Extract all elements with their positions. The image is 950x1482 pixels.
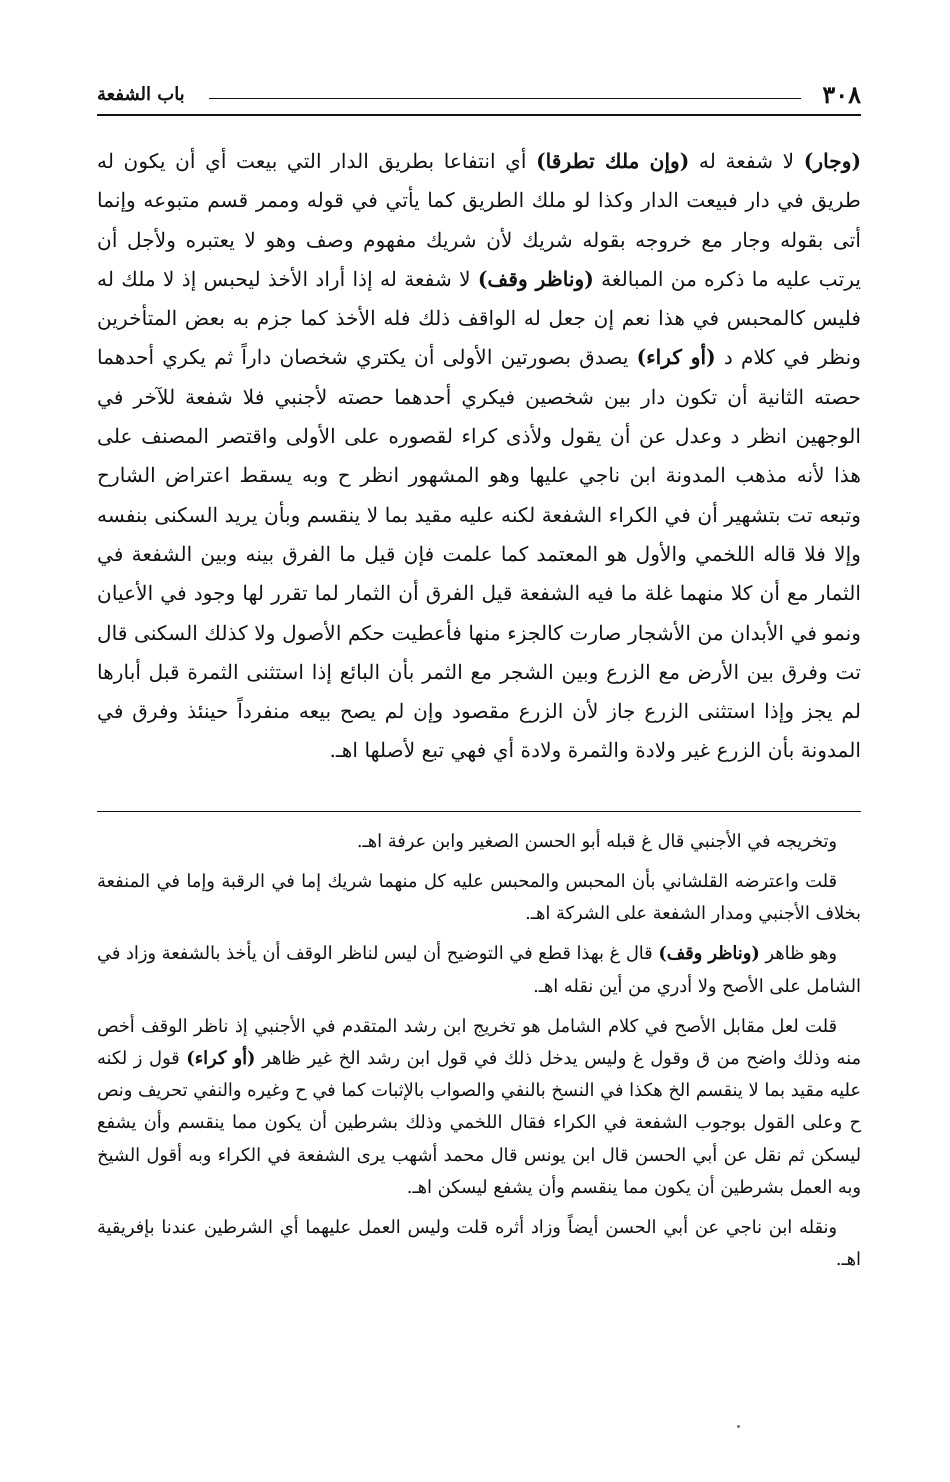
page-header: [97, 80, 861, 116]
lemma: (وإن ملك تطرقا): [536, 149, 690, 173]
main-text: [97, 142, 861, 771]
footnote-paragraph: [97, 1011, 861, 1204]
lemma: (وناظر وقف): [658, 943, 760, 965]
book-page: [97, 80, 861, 1284]
lemma: (وناظر وقف): [477, 266, 594, 291]
text-span: قلت لعل مقابل الأصح في كلام الشامل هو تخريج ابن رشد المتقدم في الأجنبي إذ ناظر الوقف أخص منه وذلك واضح من ق وقول غ وليس يدخل ذلك في قول ابن رشد الخ غير ظاهر: [97, 1015, 861, 1069]
page-number: ٣٠٨: [822, 80, 861, 109]
lemma: (أو كراء): [186, 1047, 256, 1069]
text-span: وهو ظاهر: [759, 943, 837, 965]
footnote-paragraph: [97, 938, 861, 1002]
scan-speck: [737, 1425, 740, 1428]
footnotes: [97, 826, 861, 1277]
footnote-paragraph: وتخريجه في الأجنبي قال غ قبله أبو الحسن الصغير وابن عرفة اهـ.: [356, 830, 837, 852]
text-span: قول ز لكنه عليه مقيد بما لا ينقسم الخ هكذا في النسخ بالنفي والصواب بالإثبات كما في ح وغيره والنفي تحريف ونص ح وعلى القول بوجوب الشفعة في الكراء فقال اللخمي وذلك بشرطين أن يكون مما ينقسم وأن يشفع ليسكن ثم نقل عن أبي الحسن قال ابن يونس قال محمد أشهب يرى الشفعة في الكراء وبه أقول الشيخ وبه العمل بشرطين أن يكون مما ينقسم وأن يشفع ليسكن اهـ.: [97, 1047, 861, 1198]
footnote-paragraph: قلت واعترضه القلشاني بأن المحبس والمحبس عليه كل منهما شريك إما في الرقبة وإما في المنفعة بخلاف الأجنبي ومدار الشفعة على الشركة اهـ.: [97, 870, 861, 925]
text-span: لا شفعة له: [689, 149, 804, 173]
text-span: يصدق بصورتين الأولى أن يكتري شخصان داراً ثم يكري أحدهما حصته الثانية أن تكون دار بين شخصين فيكري أحدهما حصته لأجنبي فلا شفعة للآخر في الوجهين انظر د وعدل عن أن يقول ولأذى كراء لقصوره على الأولى واقتصر المصنف على هذا لأنه مذهب المدونة ابن ناجي عليها وهو المشهور انظر ح وبه يسقط اعتراض الشارح وتبعه تت بتشهير أن في الكراء الشفعة لكنه عليه مقيد بما لا ينقسم وبأن يريد السكنى بنفسه وإلا فلا قاله اللخمي والأول هو المعتمد كما علمت فإن قيل ما الفرق بينه وبين الشفعة في الثمار مع أن كلا منهما غلة ما فيه الشفعة قيل الفرق أن الثمار لما تقرر لها وجود في الأعيان ونمو في الأبدان من الأشجار صارت كالجزء منها فأعطيت حكم الأصول ولا كذلك السكنى قال تت وفرق بين الأرض مع الزرع وبين الشجر مع الثمر بأن البائع إذا استثنى الثمرة قبل أبارها لم يجز وإذا استثنى الزرع جاز لأن الزرع مقصود وإن لم يصح بيعه منفرداً حينئذ وفرق في المدونة بأن الزرع غير ولادة والثمرة ولادة أي فهي تبع لأصلها اهـ.: [97, 345, 861, 763]
text-span: لا شفعة له إذا أراد الأخذ ليحبس إذ لا ملك له فليس كالمحبس في هذا نعم إن جعل له الواقف ذلك فله الأخذ كما جزم به بعض المتأخرين ونظر في كلام د: [97, 266, 862, 370]
footnote-divider: [97, 811, 861, 812]
lemma: (أو كراء): [636, 345, 716, 370]
lemma: (وجار): [803, 149, 861, 173]
text-span: قال غ بهذا قطع في التوضيح أن ليس لناظر الوقف أن يأخذ بالشفعة وزاد في الشامل على الأصح ولا أدري من أين نقله اهـ.: [97, 943, 861, 997]
header-rule: [209, 98, 801, 99]
running-head: باب الشفعة: [97, 84, 185, 105]
text-span: أي انتفاعا بطريق الدار التي بيعت أي أن يكون له طريق في دار فبيعت الدار وكذا لو ملك الطريق كما يأتي في قوله وممر قسم متبوعه وإنما أتى بقوله وجار مع خروجه بقوله شريك لأن شريك مفهوم وصف وهو لا يعتبره ولأجل أن يرتب عليه ما ذكره من المبالغة: [97, 149, 861, 291]
footnote-paragraph: ونقله ابن ناجي عن أبي الحسن أيضاً وزاد أثره قلت وليس العمل عليهما أي الشرطين عندنا بإفريقية اهـ.: [97, 1216, 861, 1271]
